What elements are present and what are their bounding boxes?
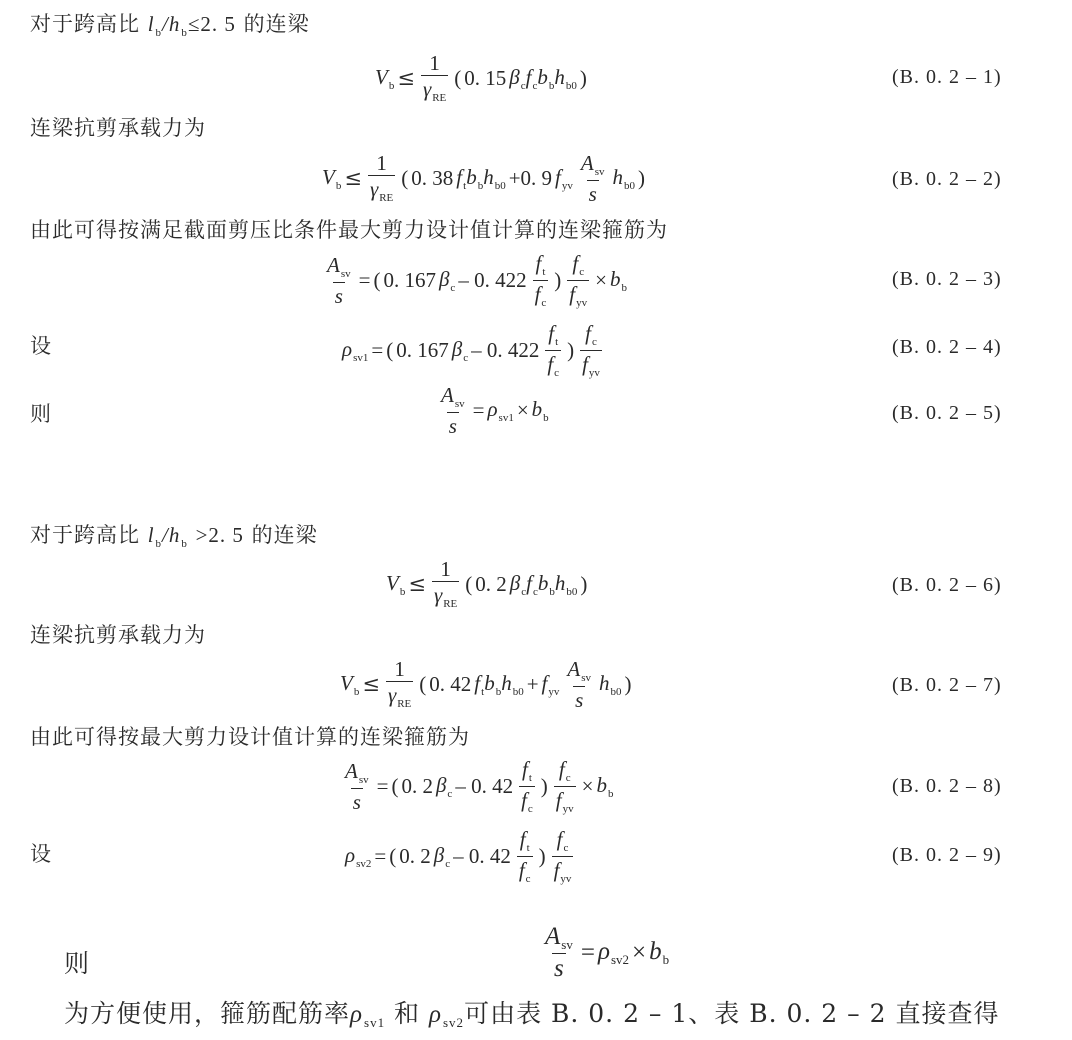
equation-b024: $\rho_{sv1}$ = ( 0. 167 $\beta_c$ – 0. 422 $\frac{f_t}{f_c}$ ) $\frac{f_c}{f_{yv}}$ bbox=[342, 321, 600, 379]
ratio-condition: ≤2. 5 bbox=[187, 12, 236, 36]
equation-label-4: (B. 0. 2 – 4) bbox=[892, 336, 1002, 358]
heading-derive1: 由此可得按满足截面剪压比条件最大剪力设计值计算的连梁箍筋为 bbox=[30, 218, 668, 242]
equation-b021: $V_b$ ≤ $\frac{1}{\gamma_{RE}}$ ( 0. 15 $\beta_cf_cb_bh_{b0}$ ) bbox=[375, 51, 587, 105]
equation-b022: $V_b$ ≤ $\frac{1}{\gamma_{RE}}$ ( 0. 38 $f_tb_bh_{b0}$ +0. 9 $f_{yv}$ $\frac{A_{sv}}{s}$ $h_{b0}$ ) bbox=[322, 151, 645, 206]
equation-b027: $V_b$ ≤ $\frac{1}{\gamma_{RE}}$ ( 0. 42 $f_tb_bh_{b0}$ + $f_{yv}$ $\frac{A_{sv}}{s}$ $h_{b0}$ ) bbox=[340, 657, 632, 712]
span-ratio-symbol: $l_b/h_b$ bbox=[147, 12, 188, 39]
prefix-then-1: 则 bbox=[30, 402, 51, 426]
equation-label-8: (B. 0. 2 – 8) bbox=[892, 775, 1002, 797]
equation-asv-rho2: $\frac{A_{sv}}{s}$ = $\rho_{sv2}$ × $b_b$ bbox=[545, 923, 670, 982]
prefix-set-1: 设 bbox=[30, 334, 51, 358]
heading-derive2: 由此可得按最大剪力设计值计算的连梁箍筋为 bbox=[30, 725, 470, 749]
equation-label-2: (B. 0. 2 – 2) bbox=[892, 168, 1002, 190]
equation-b023: $\frac{A_{sv}}{s}$ = ( 0. 167 $\beta_c$ – 0. 422 $\frac{f_t}{f_c}$ ) $\frac{f_c}{f_{yv}}$ × $b_b$ bbox=[327, 251, 627, 309]
equation-label-9: (B. 0. 2 – 9) bbox=[892, 844, 1002, 866]
equation-b029: $\rho_{sv2}$ = ( 0. 2 $\beta_c$ – 0. 42 $\frac{f_t}{f_c}$ ) $\frac{f_c}{f_{yv}}$ bbox=[345, 827, 572, 885]
equation-b026: $V_b$ ≤ $\frac{1}{\gamma_{RE}}$ ( 0. 2 $\beta_cf_cb_bh_{b0}$ ) bbox=[386, 557, 588, 611]
equation-b025: $\frac{A_{sv}}{s}$ = $\rho_{sv1}$ × $b_b$ bbox=[441, 383, 549, 438]
heading-case1: 对于跨高比 $l_b/h_b\le 2$. 5 的连梁 bbox=[30, 12, 310, 39]
footer-note: 为方便使用，箍筋配筋率$\rho_{sv1}$ 和 $\rho_{sv2}$可由表 B. 0. 2 – 1、表 B. 0. 2 – 2 直接查得 bbox=[64, 999, 1000, 1030]
heading-capacity1: 连梁抗剪承载力为 bbox=[30, 116, 206, 140]
equation-b028: $\frac{A_{sv}}{s}$ = ( 0. 2 $\beta_c$ – 0. 42 $\frac{f_t}{f_c}$ ) $\frac{f_c}{f_{yv}}$ × $b_b$ bbox=[345, 757, 614, 815]
ratio-condition-2: >2. 5 bbox=[195, 523, 244, 547]
equation-label-5: (B. 0. 2 – 5) bbox=[892, 402, 1002, 424]
equation-label-6: (B. 0. 2 – 6) bbox=[892, 574, 1002, 596]
heading-capacity2: 连梁抗剪承载力为 bbox=[30, 623, 206, 647]
equation-label-7: (B. 0. 2 – 7) bbox=[892, 674, 1002, 696]
equation-label-3: (B. 0. 2 – 3) bbox=[892, 268, 1002, 290]
prefix-set-2: 设 bbox=[30, 842, 51, 866]
prefix-then-2: 则 bbox=[64, 949, 90, 978]
heading-case2: 对于跨高比 $l_b/h_b >2$. 5 的连梁 bbox=[30, 523, 318, 550]
span-ratio-symbol-2: $l_b/h_b$ bbox=[147, 523, 188, 550]
equation-label-1: (B. 0. 2 – 1) bbox=[892, 66, 1002, 88]
